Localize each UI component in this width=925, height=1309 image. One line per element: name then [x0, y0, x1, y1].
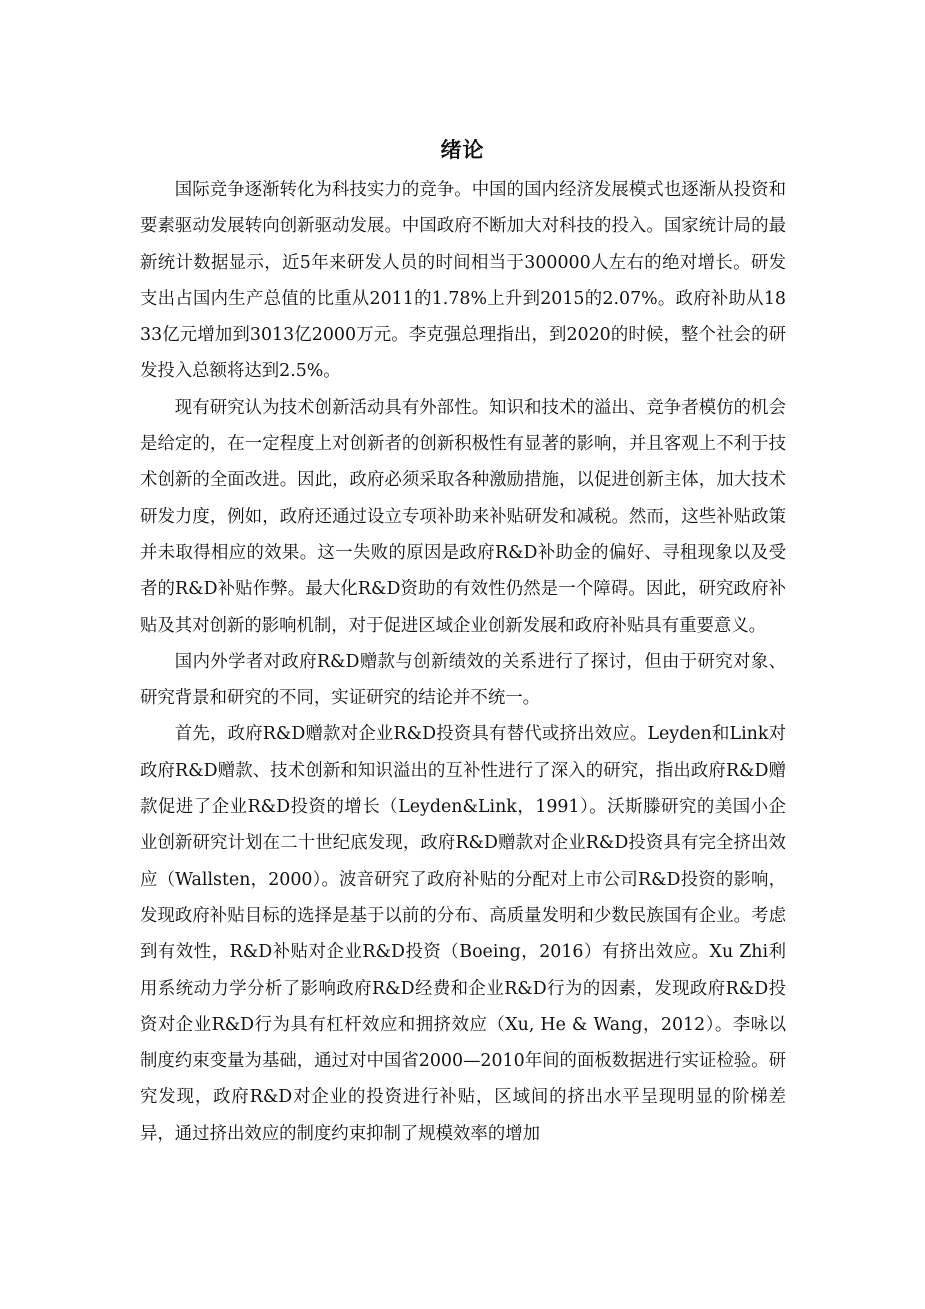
- page-title: 绪论: [440, 137, 485, 163]
- paragraph: 国际竞争逐渐转化为科技实力的竞争。中国的国内经济发展模式也逐渐从投资和要素驱动发展转向创新驱动发展。中国政府不断加大对科技的投入。国家统计局的最新统计数据显示，近5年来研发人员的时间相当于300000人左右的绝对增长。研发支出占国内生产总值的比重从2011的1.78%上升到2015的2.07%。政府补助从1833亿元增加到3013亿2000万元。李克强总理指出，到2020的时候，整个社会的研发投入总额将达到2.5%。: [140, 180, 786, 382]
- paragraph: 首先，政府R&D赠款对企业R&D投资具有替代或挤出效应。Leyden和Link对政府R&D赠款、技术创新和知识溢出的互补性进行了深入的研究，指出政府R&D赠款促进了企业R&D投资的增长（Leyden&Link，1991）。沃斯滕研究的美国小企业创新研究计划在二十世纪底发现，政府R&D赠款对企业R&D投资具有完全挤出效应（Wallsten，2000）。波音研究了政府补贴的分配对上市公司R&D投资的影响，发现政府补贴目标的选择是基于以前的分布、高质量发明和少数民族国有企业。考虑到有效性，R&D补贴对企业R&D投资（Boeing，2016）有挤出效应。Xu Zhi利用系统动力学分析了影响政府R&D经费和企业R&D行为的因素，发现政府R&D投资对企业R&D行为具有杠杆效应和拥挤效应（Xu, He & Wang，2012）。李咏以制度约束变量为基础，通过对中国省2000—2010年间的面板数据进行实证检验。研究发现，政府R&D对企业的投资进行补贴，区域间的挤出水平呈现明显的阶梯差异，通过挤出效应的制度约束抑制了规模效率的增加: [140, 724, 786, 1144]
- body-text: [140, 172, 786, 1152]
- paragraph: 国内外学者对政府R&D赠款与创新绩效的关系进行了探讨，但由于研究对象、研究背景和研究的不同，实证研究的结论并不统一。: [140, 651, 786, 709]
- paragraph: 现有研究认为技术创新活动具有外部性。知识和技术的溢出、竞争者模仿的机会是给定的，在一定程度上对创新者的创新积极性有显著的影响，并且客观上不利于技术创新的全面改进。因此，政府必须采取各种激励措施，以促进创新主体，加大技术研发力度，例如，政府还通过设立专项补助来补贴研发和减税。然而，这些补贴政策并未取得相应的效果。这一失败的原因是政府R&D补助金的偏好、寻租现象以及受者的R&D补贴作弊。最大化R&D资助的有效性仍然是一个障碍。因此，研究政府补贴及其对创新的影响机制，对于促进区域企业创新发展和政府补贴具有重要意义。: [140, 397, 786, 636]
